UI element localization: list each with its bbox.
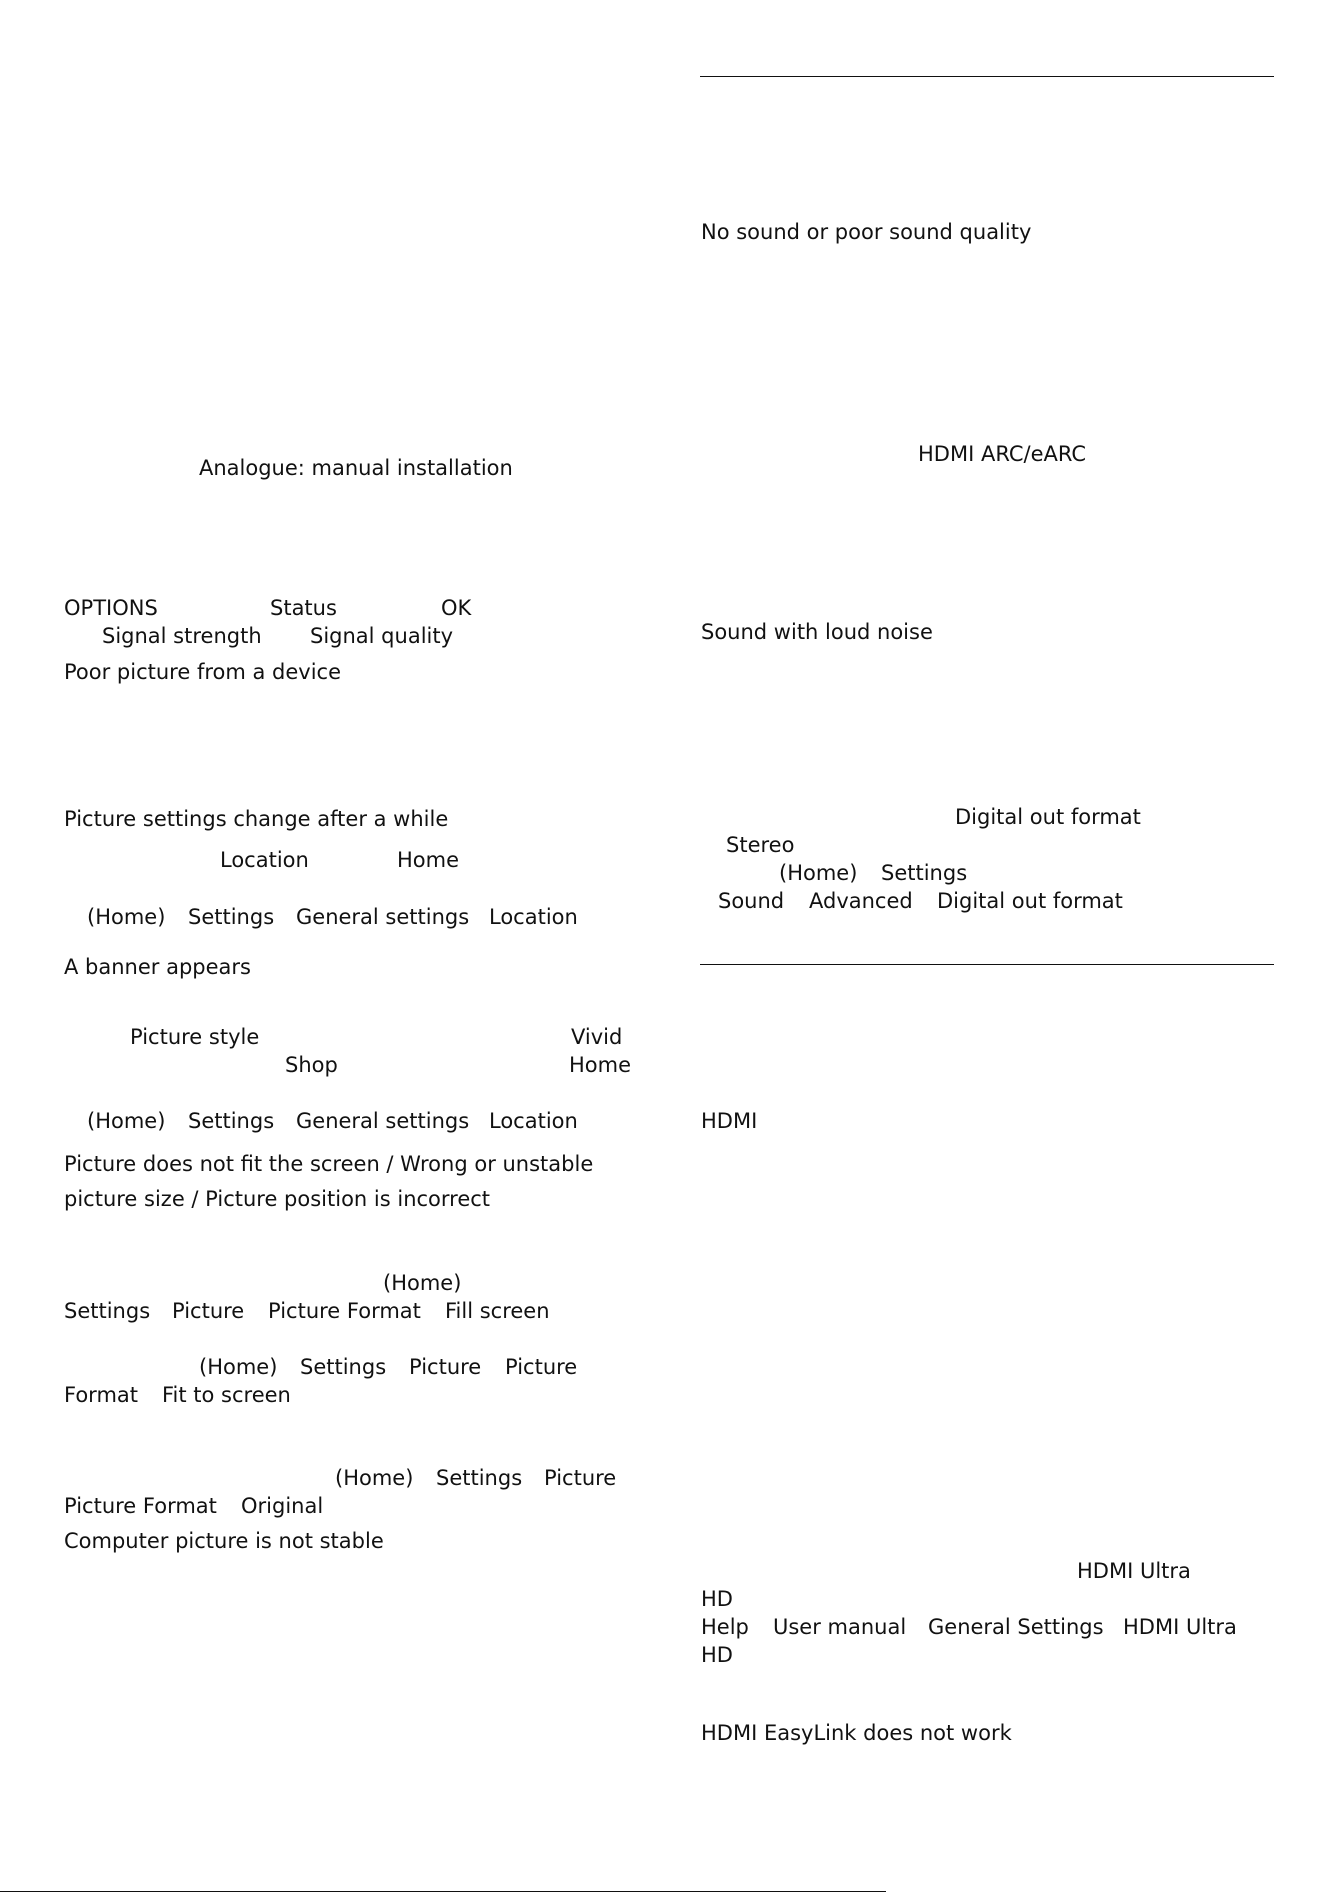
sound-path-settings: Settings <box>881 861 968 885</box>
signal-quality-label: Signal quality <box>310 624 454 648</box>
orig-original: Original <box>241 1494 324 1518</box>
heading-fit-line2: picture size / Picture position is incorrect <box>64 1187 491 1211</box>
sound-path-digital-out: Digital out format <box>937 889 1123 913</box>
analogue-manual-installation: Analogue: manual installation <box>199 456 513 480</box>
path-general-settings: General settings <box>296 905 470 929</box>
section-divider-right <box>700 964 1274 965</box>
path2-location: Location <box>489 1109 578 1133</box>
path-location: Location <box>489 905 578 929</box>
fill-home: (Home) <box>383 1271 462 1295</box>
help-path-hdmi-ultra: HDMI Ultra <box>1123 1615 1237 1639</box>
hd-label-2: HD <box>701 1643 733 1667</box>
help-path-help: Help <box>701 1615 749 1639</box>
vivid-label: Vivid <box>571 1025 623 1049</box>
fit-picture: Picture <box>409 1355 482 1379</box>
path2-home: (Home) <box>87 1109 166 1133</box>
digital-out-format: Digital out format <box>955 805 1141 829</box>
fit-format: Format <box>64 1383 139 1407</box>
heading-poor-picture: Poor picture from a device <box>64 660 342 684</box>
stereo-label: Stereo <box>726 833 795 857</box>
sound-path-advanced: Advanced <box>809 889 913 913</box>
fill-picture: Picture <box>172 1299 245 1323</box>
path2-general-settings: General settings <box>296 1109 470 1133</box>
fill-screen: Fill screen <box>445 1299 550 1323</box>
home-label-2: Home <box>569 1053 632 1077</box>
hdmi-ultra-label: HDMI Ultra <box>1077 1559 1191 1583</box>
heading-settings-change: Picture settings change after a while <box>64 807 449 831</box>
path-settings: Settings <box>188 905 275 929</box>
top-rule-right <box>700 76 1274 77</box>
location-label: Location <box>220 848 309 872</box>
fit-home: (Home) <box>199 1355 278 1379</box>
path-home: (Home) <box>87 905 166 929</box>
heading-computer-picture: Computer picture is not stable <box>64 1529 384 1553</box>
fill-picture-format: Picture Format <box>268 1299 421 1323</box>
heading-banner: A banner appears <box>64 955 251 979</box>
options-label: OPTIONS <box>64 596 158 620</box>
hdmi-arc-earc: HDMI ARC/eARC <box>918 442 1087 466</box>
orig-settings: Settings <box>436 1466 523 1490</box>
heading-hdmi: HDMI <box>701 1109 758 1133</box>
help-path-user-manual: User manual <box>773 1615 907 1639</box>
hd-label-1: HD <box>701 1587 733 1611</box>
heading-fit-line1: Picture does not fit the screen / Wrong or unstable <box>64 1152 594 1176</box>
fill-settings: Settings <box>64 1299 151 1323</box>
shop-label: Shop <box>285 1053 338 1077</box>
fit-to-screen: Fit to screen <box>162 1383 291 1407</box>
heading-easylink: HDMI EasyLink does not work <box>701 1721 1012 1745</box>
home-label: Home <box>397 848 460 872</box>
status-label: Status <box>270 596 337 620</box>
path2-settings: Settings <box>188 1109 275 1133</box>
sound-path-home: (Home) <box>779 861 858 885</box>
orig-picture: Picture <box>544 1466 617 1490</box>
help-path-general-settings: General Settings <box>928 1615 1104 1639</box>
fit-picture-2: Picture <box>505 1355 578 1379</box>
heading-loud-noise: Sound with loud noise <box>701 620 933 644</box>
orig-home: (Home) <box>335 1466 414 1490</box>
picture-style-label: Picture style <box>130 1025 260 1049</box>
orig-picture-format: Picture Format <box>64 1494 217 1518</box>
ok-label: OK <box>441 596 472 620</box>
signal-strength-label: Signal strength <box>102 624 262 648</box>
heading-no-sound: No sound or poor sound quality <box>701 220 1032 244</box>
fit-settings: Settings <box>300 1355 387 1379</box>
sound-path-sound: Sound <box>718 889 785 913</box>
